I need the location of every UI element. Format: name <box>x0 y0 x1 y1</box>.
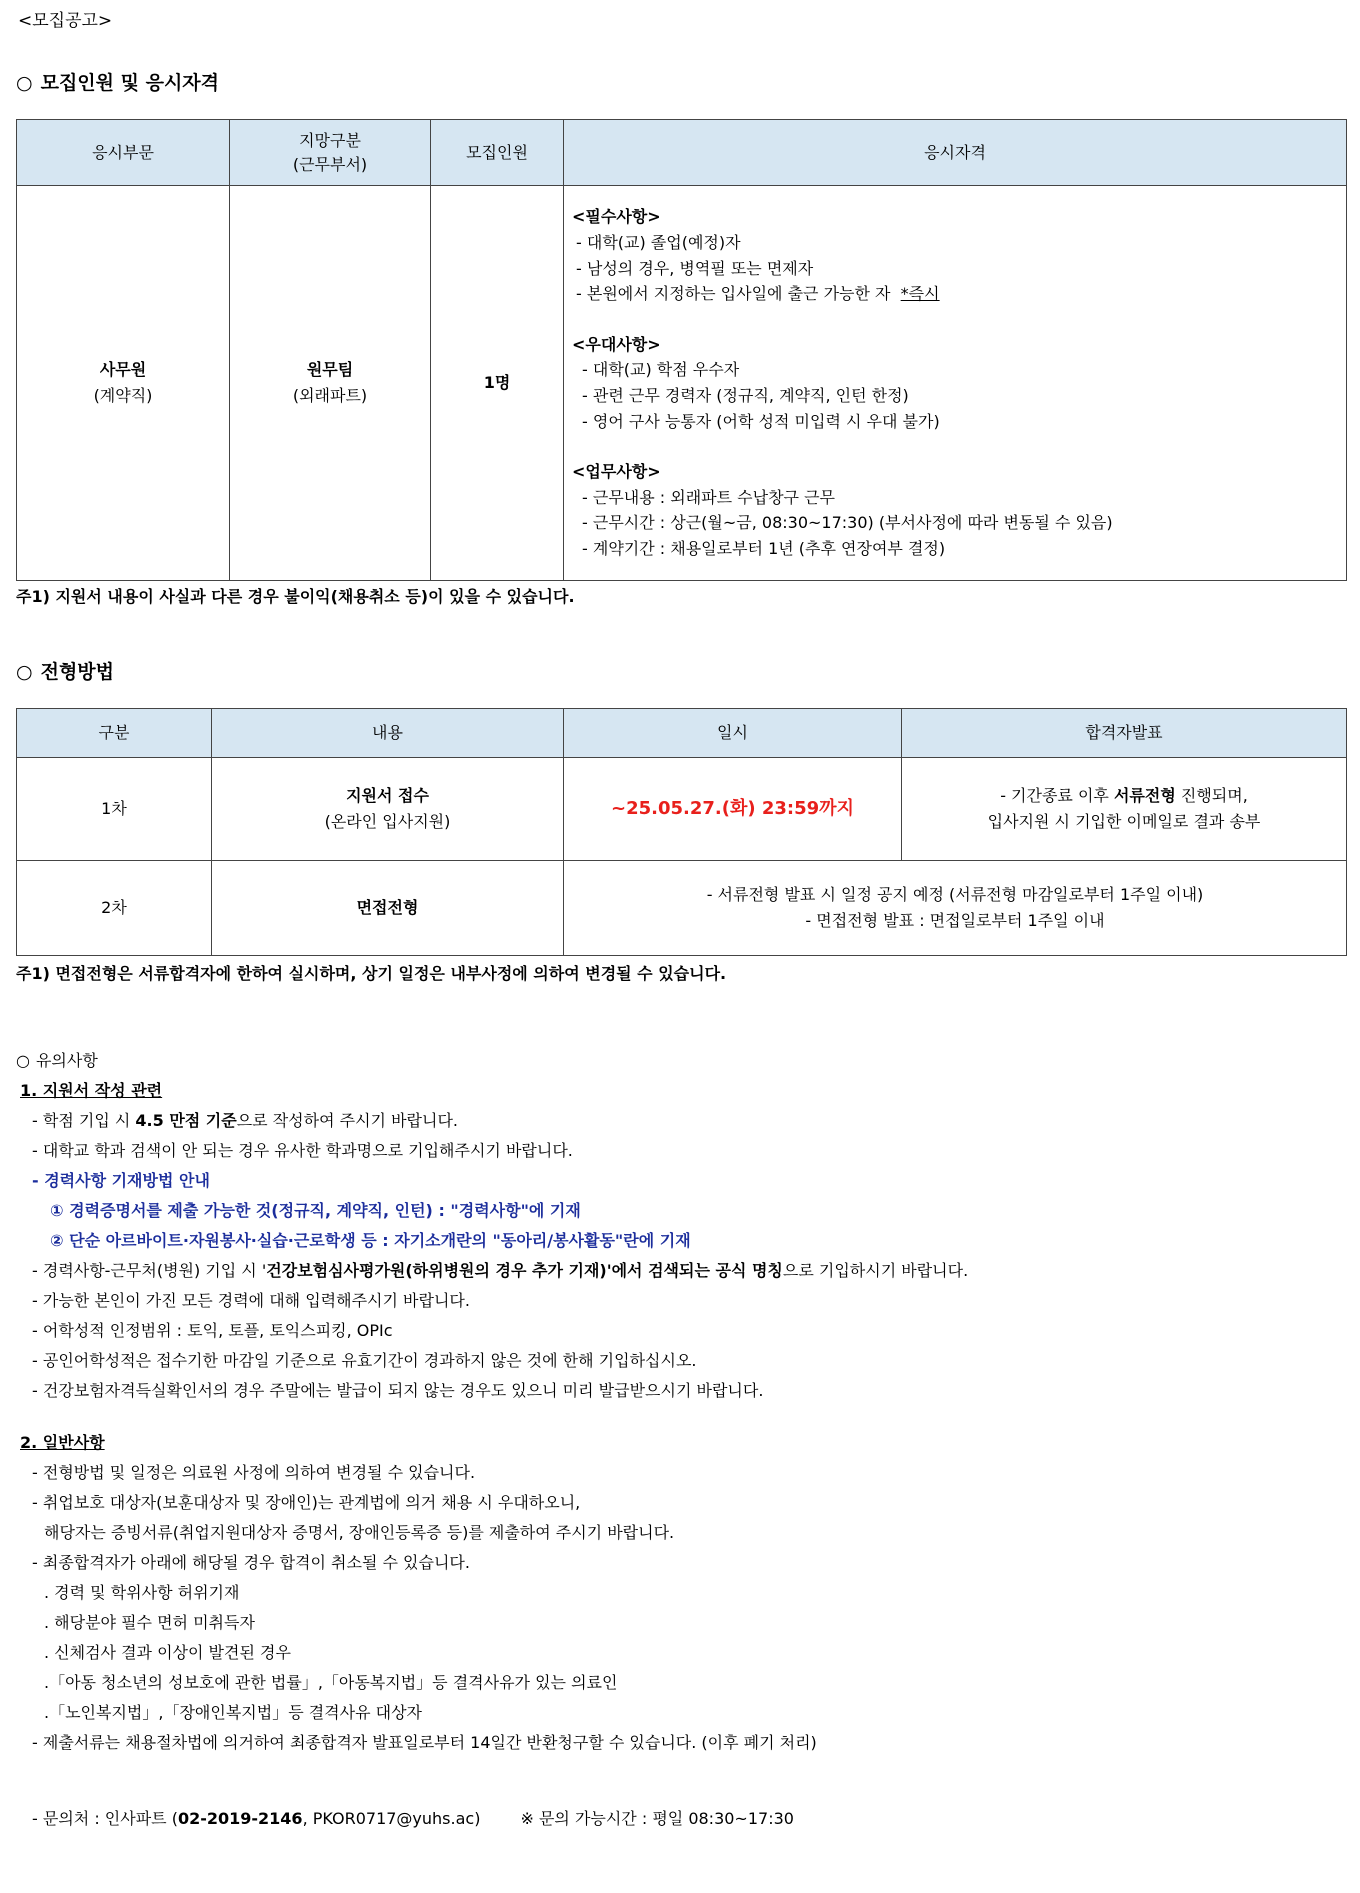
duty-item: - 근무내용 : 외래파트 수납창구 근무 <box>582 487 835 507</box>
section-recruit-title: 모집인원 및 응시자격 <box>40 72 220 94</box>
required-item: - 대학(교) 졸업(예정)자 <box>576 233 741 253</box>
preferred-item: - 영어 구사 능통자 (어학 성적 미입력 시 우대 불가) <box>582 411 940 431</box>
schedule-2-line2: - 면접전형 발표 : 면접일로부터 1주일 이내 <box>805 911 1105 930</box>
section-notes-heading <box>16 1048 98 1071</box>
header-count: 모집인원 <box>431 120 564 186</box>
schedule-2-line1: - 서류전형 발표 시 일정 공지 예정 (서류전형 마감일로부터 1주일 이내) <box>706 885 1204 905</box>
header-qualifications: 응시자격 <box>564 120 1347 186</box>
note-general-4: - 최종합격자가 아래에 해당될 경우 합격이 취소될 수 있습니다. <box>32 1553 470 1572</box>
division-main: 사무원 <box>99 360 147 380</box>
note-workplace: - 경력사항-근무처(병원) 기입 시 '건강보험심사평가원(하위병원의 경우 추가 기재)'에서 검색되는 공식 명칭으로 기입하시기 바랍니다. <box>32 1261 969 1280</box>
result-1 <box>902 758 1347 861</box>
cancel-reason-3: . 신체검사 결과 이상이 발견된 경우 <box>44 1643 291 1662</box>
required-item: - 남성의 경우, 병역필 또는 면제자 <box>576 258 814 278</box>
process-row-2 <box>17 861 1347 956</box>
notes-sub-heading-1: 1. 지원서 작성 관련 <box>20 1081 163 1100</box>
notice-tag: <모집공고> <box>18 11 113 31</box>
header-date: 일시 <box>564 709 902 758</box>
notes-sub-heading-2: 2. 일반사항 <box>20 1433 105 1452</box>
duty-item: - 계약기간 : 채용일로부터 1년 (추후 연장여부 결정) <box>582 538 946 558</box>
contact-phone: 02-2019-2146 <box>177 1809 303 1828</box>
required-item: - 본원에서 지정하는 입사일에 출근 가능한 자 *즉시 <box>576 284 940 304</box>
circle-bullet-icon: ○ <box>16 661 33 683</box>
process-row-1 <box>17 758 1347 861</box>
required-note: *즉시 <box>900 284 940 304</box>
note-general-5: - 제출서류는 채용절차법에 의거하여 최종합격자 발표일로부터 14일간 반환청구할 수 있습니다. (이후 폐기 처리) <box>32 1733 817 1752</box>
cell-department <box>230 186 431 581</box>
cancel-reason-2: . 해당분야 필수 면허 미취득자 <box>44 1613 255 1632</box>
duty-title: <업무사항> <box>572 462 661 482</box>
section-process-title: 전형방법 <box>40 661 115 683</box>
header-division: 응시부문 <box>17 120 230 186</box>
note-lang-valid: - 공인어학성적은 접수기한 마감일 기준으로 유효기간이 경과하지 않은 것에 한해 기입하십시오. <box>32 1351 697 1370</box>
required-title: <필수사항> <box>572 207 661 227</box>
note-lang-range: - 어학성적 인정범위 : 토익, 토플, 토익스피킹, OPIc <box>32 1321 393 1340</box>
preferred-title: <우대사항> <box>572 334 661 354</box>
section-recruit-heading <box>16 68 219 95</box>
content-1 <box>212 758 564 861</box>
preferred-item: - 관련 근무 경력자 (정규직, 계약직, 인턴 한정) <box>582 386 909 405</box>
process-footnote: 주1) 면접전형은 서류합격자에 한하여 실시하며, 상기 일정은 내부사정에 의하여 변경될 수 있습니다. <box>16 964 727 983</box>
content-1-main: 지원서 접수 <box>346 786 429 806</box>
note-insurance: - 건강보험자격득실확인서의 경우 주말에는 발급이 되지 않는 경우도 있으니 미리 발급받으시기 바랍니다. <box>32 1381 764 1400</box>
preferred-item: - 대학(교) 학점 우수자 <box>582 360 740 380</box>
section-notes-title: 유의사항 <box>35 1051 98 1070</box>
schedule-2 <box>564 861 1347 956</box>
process-table-header-row <box>17 709 1347 758</box>
header-result: 합격자발표 <box>902 709 1347 758</box>
result-1-line2: 입사지원 시 기입한 이메일로 결과 송부 <box>987 812 1261 831</box>
stage-1: 1차 <box>17 758 212 861</box>
recruit-table <box>16 119 1347 581</box>
cancel-reason-1: . 경력 및 학위사항 허위기재 <box>44 1583 240 1602</box>
count-value: 1명 <box>483 373 511 393</box>
note-gpa: - 학점 기입 시 4.5 만점 기준으로 작성하여 주시기 바랍니다. <box>32 1111 458 1130</box>
cell-division <box>17 186 230 581</box>
note-career-1: ① 경력증명서를 제출 가능한 것(정규직, 계약직, 인턴) : "경력사항"에 기재 <box>50 1201 581 1220</box>
department-sub: (외래파트) <box>292 386 368 405</box>
deadline-date: ~25.05.27.(화) 23:59까지 <box>611 797 854 819</box>
note-career-2: ② 단순 아르바이트·자원봉사·실습·근로학생 등 : 자기소개란의 "동아리/봉사활동"란에 기재 <box>50 1231 691 1250</box>
note-all-career: - 가능한 본인이 가진 모든 경력에 대해 입력해주시기 바랍니다. <box>32 1291 470 1310</box>
content-2: 면접전형 <box>212 861 564 956</box>
contact-hours: ※ 문의 가능시간 : 평일 08:30~17:30 <box>520 1809 794 1828</box>
cell-count <box>431 186 564 581</box>
circle-bullet-icon: ○ <box>16 72 33 94</box>
process-table <box>16 708 1347 956</box>
recruit-table-header-row <box>17 120 1347 186</box>
circle-bullet-icon: ○ <box>16 1051 30 1070</box>
duty-item: - 근무시간 : 상근(월~금, 08:30~17:30) (부서사정에 따라 변동될 수 있음) <box>582 513 1113 533</box>
note-general-3: 해당자는 증빙서류(취업지원대상자 증명서, 장애인등록증 등)를 제출하여 주시기 바랍니다. <box>44 1523 675 1542</box>
note-general-1: - 전형방법 및 일정은 의료원 사정에 의하여 변경될 수 있습니다. <box>32 1463 476 1482</box>
cancel-reason-4: .「아동 청소년의 성보호에 관한 법률」,「아동복지법」등 결격사유가 있는 의료인 <box>44 1673 618 1692</box>
cell-qualifications <box>564 186 1347 581</box>
note-major: - 대학교 학과 검색이 안 되는 경우 유사한 학과명으로 기입해주시기 바랍니다. <box>32 1141 573 1160</box>
date-1 <box>564 758 902 861</box>
note-general-2: - 취업보호 대상자(보훈대상자 및 장애인)는 관계법에 의거 채용 시 우대하오니, <box>32 1493 581 1512</box>
cancel-reason-5: .「노인복지법」,「장애인복지법」등 결격사유 대상자 <box>44 1703 423 1722</box>
content-1-sub: (온라인 입사지원) <box>324 812 451 831</box>
header-content: 내용 <box>212 709 564 758</box>
result-1-line1: - 기간종료 이후 서류전형 진행되며, <box>1000 786 1248 806</box>
recruit-table-row <box>17 186 1347 581</box>
stage-2: 2차 <box>17 861 212 956</box>
section-process-heading <box>16 657 114 684</box>
header-department: 지망구분 (근무부서) <box>230 120 431 186</box>
contact-email: , PKOR0717@yuhs.ac) <box>302 1809 481 1828</box>
header-stage: 구분 <box>17 709 212 758</box>
contact-line: - 문의처 : 인사파트 (02-2019-2146, PKOR0717@yuhs.ac) ※ 문의 가능시간 : 평일 08:30~17:30 <box>32 1809 794 1828</box>
recruit-footnote: 주1) 지원서 내용이 사실과 다른 경우 불이익(채용취소 등)이 있을 수 있습니다. <box>16 587 575 606</box>
division-sub: (계약직) <box>93 386 153 405</box>
department-main: 원무팀 <box>306 360 354 380</box>
note-career-title: - 경력사항 기재방법 안내 <box>32 1171 210 1190</box>
